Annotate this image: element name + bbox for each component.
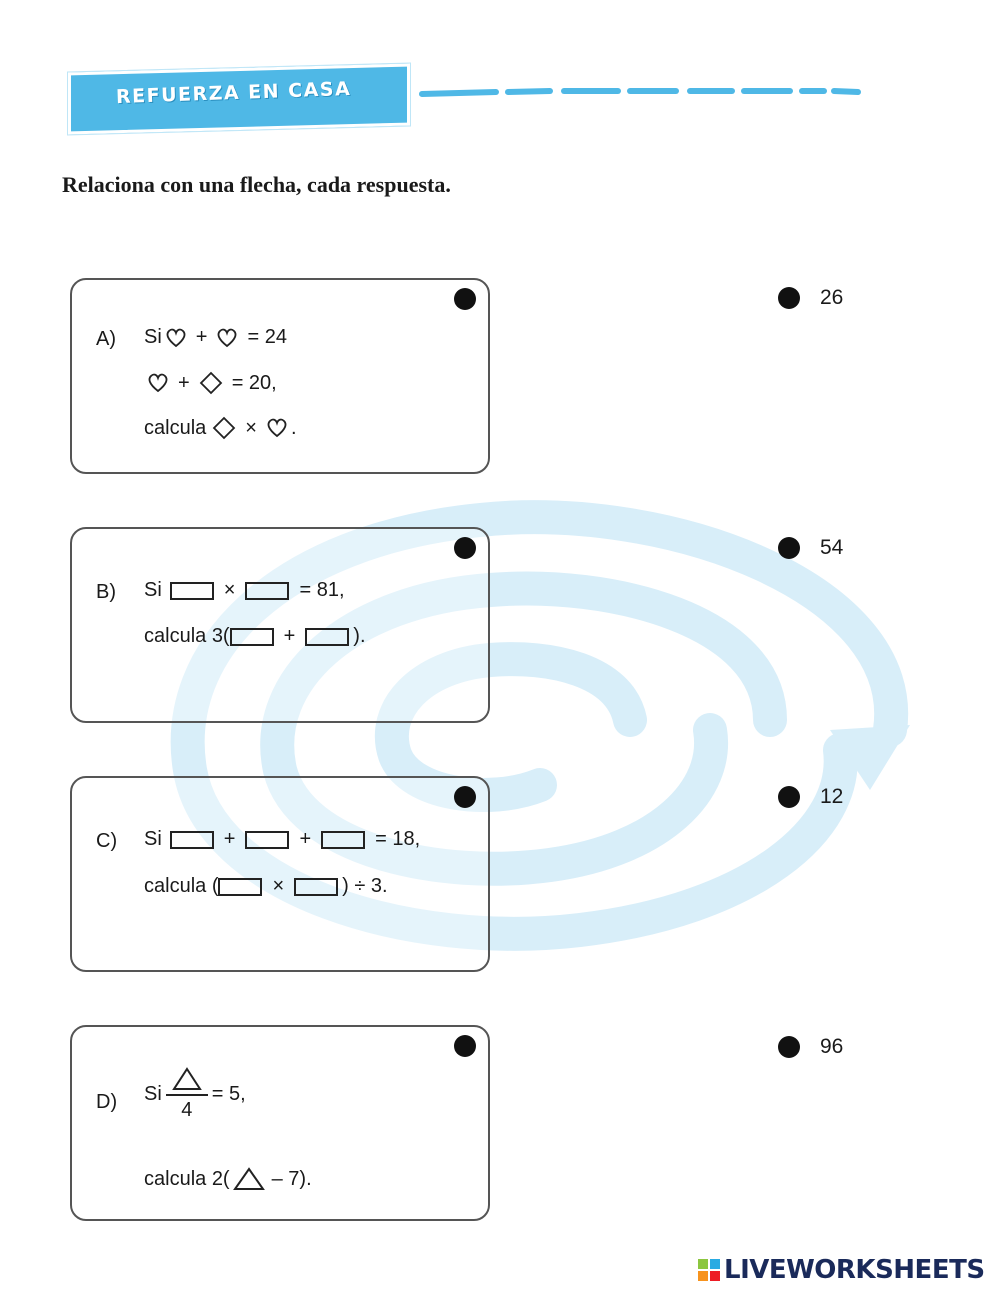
exercise-letter: D) — [96, 1091, 118, 1113]
period: . — [290, 416, 297, 439]
plus-sign: + — [223, 828, 236, 850]
plus-sign: + — [178, 371, 190, 394]
answer-item — [778, 286, 843, 310]
exercise-c-line-2 — [144, 875, 388, 898]
exercise-card-b — [70, 527, 490, 723]
times-sign: × — [223, 579, 236, 601]
liveworksheets-logo — [698, 1255, 985, 1285]
heart-icon — [165, 328, 187, 348]
logo-icon — [698, 1259, 720, 1281]
closing-text: – 7). — [271, 1167, 312, 1190]
section-banner — [64, 62, 864, 132]
answer-dot[interactable] — [778, 537, 800, 559]
answer-value: 54 — [820, 536, 844, 559]
equation-result: = 18, — [375, 828, 421, 850]
exercise-card-c — [70, 776, 490, 972]
answer-dot[interactable] — [778, 786, 800, 808]
instruction-text: Relaciona con una flecha, cada respuesta. — [62, 172, 451, 197]
triangle-icon — [233, 1167, 265, 1191]
si-text: Si — [144, 1083, 162, 1105]
exercise-b-line-1 — [144, 579, 345, 602]
diamond-icon — [199, 371, 223, 395]
exercise-card-d — [70, 1025, 490, 1221]
times-sign: × — [245, 416, 257, 439]
banner-title: REFUERZA EN CASA — [115, 77, 352, 109]
heart-icon — [216, 328, 238, 348]
fraction-denominator: 4 — [181, 1099, 193, 1121]
closing-text: ). — [353, 625, 366, 647]
blank-box — [245, 831, 289, 849]
plus-sign: + — [195, 326, 208, 348]
blank-box — [218, 878, 262, 896]
calcula-text: calcula ( — [144, 875, 219, 897]
fraction-bar — [166, 1094, 208, 1096]
exercise-c-line-1 — [144, 828, 420, 851]
closing-text: ) ÷ 3. — [342, 875, 388, 897]
exercise-b-line-2 — [144, 625, 366, 648]
blank-box — [245, 582, 289, 600]
heart-icon — [266, 418, 288, 438]
answer-value: 96 — [820, 1035, 844, 1058]
blank-box — [321, 831, 365, 849]
match-dot-a[interactable] — [454, 288, 476, 310]
answer-value: 26 — [820, 286, 844, 309]
exercise-a-line-2 — [144, 371, 277, 395]
blank-box — [305, 628, 349, 646]
exercise-d-line-1 — [144, 1067, 246, 1122]
match-dot-c[interactable] — [454, 786, 476, 808]
exercise-d-line-2 — [144, 1167, 312, 1191]
diamond-icon — [212, 416, 236, 440]
exercise-card-a — [70, 278, 490, 474]
triangle-icon — [172, 1067, 202, 1091]
si-text: Si — [144, 579, 162, 601]
equation-result: = 5, — [211, 1083, 246, 1105]
banner-dashes — [414, 82, 864, 102]
answer-value: 12 — [820, 785, 844, 808]
blank-box — [170, 831, 214, 849]
equation-result: = 20, — [231, 371, 277, 394]
si-text: Si — [144, 828, 162, 850]
blank-box — [294, 878, 338, 896]
answer-dot[interactable] — [778, 1036, 800, 1058]
exercise-letter: B) — [96, 581, 116, 603]
si-text: Si — [144, 326, 162, 348]
calcula-text: calcula 3( — [144, 625, 230, 647]
answer-item — [778, 1035, 843, 1059]
calcula-text: calcula 2( — [144, 1167, 230, 1190]
calcula-text: calcula — [144, 416, 207, 439]
exercise-letter: C) — [96, 830, 118, 852]
exercise-letter: A) — [96, 328, 116, 350]
answer-dot[interactable] — [778, 287, 800, 309]
exercise-a-line-1 — [144, 326, 287, 349]
plus-sign: + — [283, 625, 296, 647]
fraction — [166, 1067, 208, 1122]
logo-text: LIVEWORKSHEETS — [724, 1255, 985, 1285]
heart-icon — [147, 373, 169, 393]
times-sign: × — [272, 875, 285, 897]
match-dot-b[interactable] — [454, 537, 476, 559]
blank-box — [170, 582, 214, 600]
equation-result: = 81, — [299, 579, 345, 601]
exercise-a-line-3 — [144, 416, 297, 440]
plus-sign: + — [299, 828, 312, 850]
equation-result: = 24 — [247, 326, 287, 348]
match-dot-d[interactable] — [454, 1035, 476, 1057]
answer-item — [778, 785, 843, 809]
blank-box — [230, 628, 274, 646]
answer-item — [778, 536, 843, 560]
